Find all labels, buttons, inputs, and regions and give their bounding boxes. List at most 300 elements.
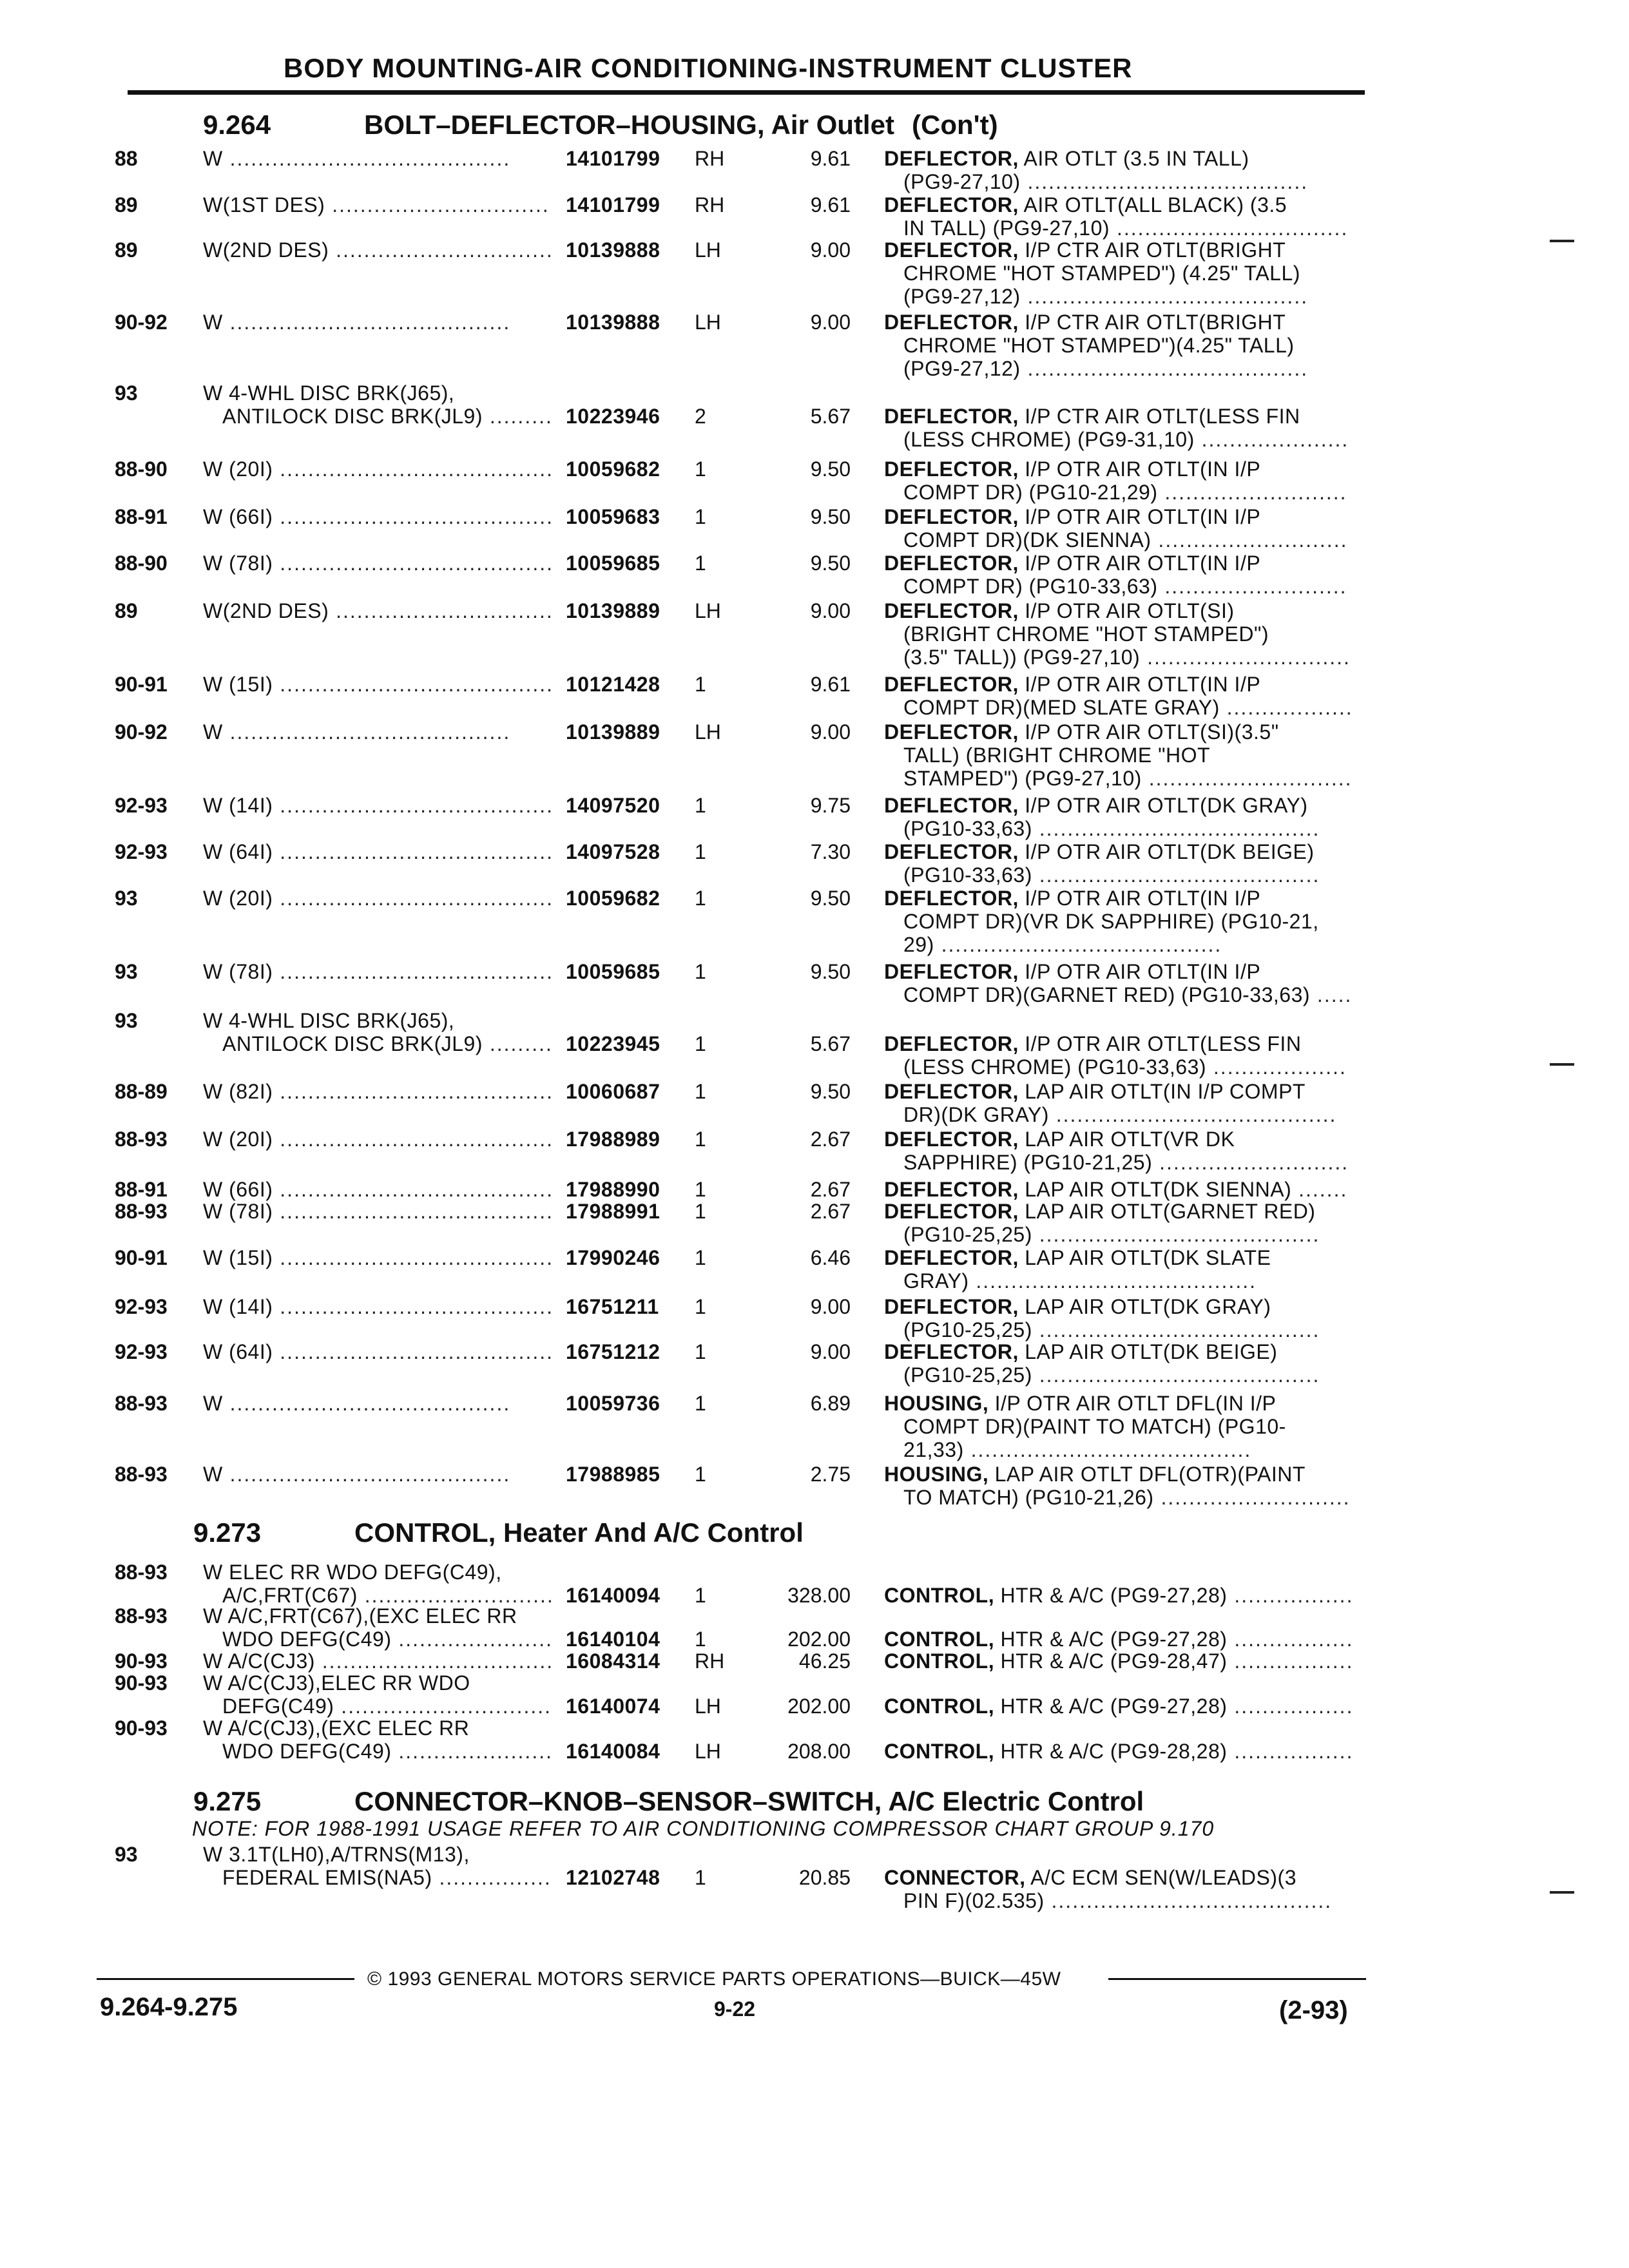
- description-line: [903, 334, 1295, 357]
- part-number: 10223946: [566, 405, 660, 428]
- usage-text: W (20I): [203, 1128, 273, 1151]
- part-number: 10223945: [566, 1032, 660, 1055]
- description-keyword: DEFLECTOR,: [884, 1246, 1019, 1269]
- description-line: [903, 575, 1347, 598]
- part-number: 14101799: [566, 193, 660, 216]
- quantity: RH: [695, 193, 725, 216]
- description-keyword: CONNECTOR,: [884, 1866, 1026, 1889]
- description-line: [903, 1103, 1336, 1126]
- model-year: 88-93: [115, 1128, 168, 1151]
- description-text: COMPT DR)(GARNET RED) (PG10-33,63): [903, 983, 1311, 1006]
- dot-leader: ........................................: [222, 1463, 511, 1486]
- part-number: 17988989: [566, 1128, 660, 1151]
- description-text: LAP AIR OTLT(DK SLATE: [1025, 1246, 1271, 1269]
- dot-leader: ........................................: [963, 1438, 1252, 1461]
- usage-text: W(2ND DES): [203, 238, 329, 262]
- dot-leader: ...............................: [329, 238, 554, 262]
- description-text: AIR OTLT(ALL BLACK) (3.5: [1023, 193, 1287, 216]
- usage-line: [203, 1649, 554, 1673]
- description-text: PIN F)(02.535): [903, 1889, 1045, 1912]
- price: 9.00: [810, 1295, 851, 1318]
- part-number: 17988990: [566, 1178, 660, 1201]
- dot-leader: ...................: [1206, 1055, 1347, 1079]
- dot-leader: .................: [1227, 1584, 1354, 1607]
- section-number: 9.273: [193, 1517, 262, 1548]
- dot-leader: ........................................: [222, 147, 511, 170]
- description-text: I/P OTR AIR OTLT(IN I/P: [1025, 673, 1261, 696]
- dot-leader: ..........................: [1157, 481, 1347, 504]
- dot-leader: .......................................: [273, 1178, 554, 1201]
- part-number: 14101799: [566, 147, 660, 170]
- usage-line: [203, 1604, 517, 1628]
- usage-text: FEDERAL EMIS(NA5): [222, 1866, 432, 1889]
- dot-leader: .......: [1291, 1178, 1348, 1201]
- quantity: RH: [695, 147, 725, 170]
- model-year: 90-91: [115, 1246, 168, 1269]
- description-line: [903, 910, 1319, 933]
- description-text: A/C ECM SEN(W/LEADS)(3: [1030, 1866, 1296, 1889]
- quantity: LH: [695, 238, 721, 262]
- dot-leader: .......................................: [273, 960, 554, 983]
- usage-text: A/C,FRT(C67): [222, 1584, 358, 1607]
- margin-tick: [1550, 240, 1574, 242]
- description-line: [884, 1032, 1301, 1055]
- description-line: [903, 1363, 1320, 1387]
- model-year: 90-92: [115, 311, 168, 334]
- usage-text: W: [203, 1463, 223, 1486]
- part-number: 10059682: [566, 887, 660, 910]
- description-text: I/P OTR AIR OTLT(IN I/P: [1025, 457, 1261, 481]
- usage-line: [203, 1463, 510, 1486]
- model-year: 90-91: [115, 673, 168, 696]
- quantity: 2: [695, 405, 706, 428]
- dot-leader: ........................................: [222, 311, 511, 334]
- part-number: 10121428: [566, 673, 660, 696]
- description-text: LAP AIR OTLT(DK SIENNA): [1025, 1178, 1292, 1201]
- usage-line: [203, 1392, 510, 1415]
- description-text: STAMPED") (PG9-27,10): [903, 767, 1142, 790]
- price: 9.50: [810, 960, 851, 983]
- description-text: 29): [903, 933, 934, 956]
- description-keyword: DEFLECTOR,: [884, 457, 1019, 481]
- price: 2.75: [810, 1463, 851, 1486]
- part-number: 14097528: [566, 840, 660, 863]
- part-number: 10059682: [566, 457, 660, 481]
- part-number: 10059736: [566, 1392, 660, 1415]
- description-line: [903, 767, 1353, 790]
- usage-text: W ELEC RR WDO DEFG(C49),: [203, 1561, 502, 1584]
- quantity: LH: [695, 720, 721, 744]
- usage-text: W (78I): [203, 552, 273, 575]
- description-line: [903, 1486, 1351, 1509]
- model-year: 90-92: [115, 720, 168, 744]
- description-text: HTR & A/C (PG9-27,28): [1000, 1628, 1228, 1651]
- model-year: 92-93: [115, 1340, 168, 1363]
- description-line: [884, 1295, 1271, 1318]
- model-year: 88-91: [115, 1178, 168, 1201]
- usage-line: [203, 193, 550, 216]
- usage-text: W (15I): [203, 1246, 273, 1269]
- dot-leader: ...............................: [329, 599, 554, 622]
- description-line: [903, 216, 1348, 240]
- dot-leader: .......................................: [273, 887, 554, 910]
- description-keyword: DEFLECTOR,: [884, 1128, 1019, 1151]
- dot-leader: ......................: [391, 1628, 553, 1651]
- description-line: [884, 1649, 1353, 1673]
- description-line: [884, 457, 1260, 481]
- description-line: [884, 887, 1260, 910]
- usage-text: W (14I): [203, 794, 273, 817]
- dot-leader: .................: [1227, 1740, 1354, 1763]
- description-line: [884, 1628, 1353, 1651]
- description-text: I/P OTR AIR OTLT(SI): [1025, 599, 1235, 622]
- description-line: [903, 863, 1320, 887]
- price: 9.50: [810, 1080, 851, 1103]
- usage-text: W(2ND DES): [203, 599, 329, 622]
- description-line: [903, 528, 1347, 552]
- dot-leader: ...........................: [1151, 528, 1348, 552]
- section-number: 9.275: [193, 1786, 262, 1816]
- description-text: CHROME "HOT STAMPED")(4.25" TALL): [903, 334, 1295, 357]
- description-keyword: CONTROL,: [884, 1695, 995, 1718]
- usage-text: W A/C(CJ3),ELEC RR WDO: [203, 1671, 470, 1695]
- price: 9.00: [810, 720, 851, 744]
- description-text: (PG10-25,25): [903, 1223, 1032, 1246]
- dot-leader: .......................................: [273, 1295, 554, 1318]
- description-text: I/P OTR AIR OTLT(IN I/P: [1025, 960, 1261, 983]
- quantity: LH: [695, 599, 721, 622]
- dot-leader: .....................: [1194, 428, 1349, 451]
- price: 7.30: [810, 840, 851, 863]
- quantity: 1: [695, 1463, 706, 1486]
- footer-rule-right: [1108, 1978, 1366, 1980]
- usage-line: [203, 1671, 470, 1695]
- usage-line: [222, 405, 553, 428]
- description-keyword: DEFLECTOR,: [884, 1200, 1019, 1223]
- dot-leader: ...............................: [325, 193, 550, 216]
- usage-text: W (66I): [203, 505, 273, 528]
- price: 9.50: [810, 887, 851, 910]
- dot-leader: ........................................: [1020, 285, 1309, 308]
- revision-date: (2-93): [1279, 1996, 1348, 2024]
- price: 46.25: [798, 1649, 851, 1673]
- quantity: 1: [695, 1178, 706, 1201]
- quantity: RH: [695, 1649, 725, 1673]
- dot-leader: .................: [1227, 1628, 1354, 1651]
- price: 5.67: [810, 1032, 851, 1055]
- dot-leader: .................: [1227, 1695, 1354, 1718]
- price: 9.00: [810, 311, 851, 334]
- description-text: DR)(DK GRAY): [903, 1103, 1049, 1126]
- usage-line: [222, 1866, 552, 1889]
- dot-leader: ...........................: [1153, 1486, 1351, 1509]
- description-line: [903, 622, 1269, 646]
- dot-leader: ........................................: [222, 720, 511, 744]
- quantity: 1: [695, 457, 706, 481]
- description-text: GRAY): [903, 1269, 969, 1293]
- part-number: 17988985: [566, 1463, 660, 1486]
- description-line: [884, 1584, 1353, 1607]
- usage-text: W 3.1T(LH0),A/TRNS(M13),: [203, 1843, 470, 1866]
- description-line: [884, 1695, 1353, 1718]
- usage-line: [203, 457, 554, 481]
- usage-line: [203, 1009, 454, 1032]
- dot-leader: ........................................: [222, 1392, 511, 1415]
- description-keyword: DEFLECTOR,: [884, 599, 1019, 622]
- quantity: 1: [695, 673, 706, 696]
- price: 6.89: [810, 1392, 851, 1415]
- description-text: LAP AIR OTLT(DK BEIGE): [1025, 1340, 1278, 1363]
- quantity: 1: [695, 505, 706, 528]
- part-number: 14097520: [566, 794, 660, 817]
- margin-tick: [1550, 1063, 1574, 1066]
- description-text: LAP AIR OTLT(VR DK: [1025, 1128, 1235, 1151]
- description-line: [884, 238, 1286, 262]
- description-line: [884, 1128, 1235, 1151]
- page-range: 9.264-9.275: [100, 1993, 238, 2021]
- dot-leader: ........................................: [934, 933, 1222, 956]
- usage-line: [203, 1561, 502, 1584]
- price: 6.46: [810, 1246, 851, 1269]
- quantity: 1: [695, 887, 706, 910]
- description-text: (3.5" TALL)) (PG9-27,10): [903, 646, 1141, 669]
- part-number: 10139888: [566, 238, 660, 262]
- dot-leader: .........: [482, 1032, 553, 1055]
- description-text: COMPT DR)(PAINT TO MATCH) (PG10-: [903, 1415, 1286, 1438]
- description-line: [903, 262, 1300, 285]
- usage-text: W (64I): [203, 840, 273, 863]
- usage-text: W A/C,FRT(C67),(EXC ELEC RR: [203, 1604, 517, 1628]
- description-text: (PG10-33,63): [903, 863, 1032, 887]
- part-number: 10059685: [566, 552, 660, 575]
- copyright-line: © 1993 GENERAL MOTORS SERVICE PARTS OPERATIONS—BUICK—45W: [367, 1968, 1061, 1990]
- description-line: [884, 1200, 1315, 1223]
- description-keyword: DEFLECTOR,: [884, 552, 1019, 575]
- description-line: [903, 817, 1320, 840]
- dot-leader: .................: [1227, 1649, 1354, 1673]
- part-number: 10139889: [566, 720, 660, 744]
- dot-leader: ........................................: [1032, 1318, 1320, 1341]
- description-line: [884, 720, 1279, 744]
- usage-text: W (20I): [203, 457, 273, 481]
- usage-line: [203, 552, 554, 575]
- dot-leader: .................................: [1110, 216, 1349, 240]
- usage-line: [203, 673, 554, 696]
- section-title: CONNECTOR–KNOB–SENSOR–SWITCH, A/C Electric Control: [354, 1786, 1144, 1816]
- usage-line: [203, 1340, 554, 1363]
- model-year: 93: [115, 381, 138, 405]
- usage-line: [203, 1295, 554, 1318]
- usage-text: W 4-WHL DISC BRK(J65),: [203, 381, 455, 405]
- dot-leader: .......................................: [273, 1080, 554, 1103]
- description-text: LAP AIR OTLT(DK GRAY): [1025, 1295, 1271, 1318]
- usage-line: [222, 1584, 554, 1607]
- dot-leader: .......................................: [273, 794, 554, 817]
- dot-leader: ................: [432, 1866, 552, 1889]
- description-line: [884, 673, 1260, 696]
- description-text: SAPPHIRE) (PG10-21,25): [903, 1151, 1153, 1174]
- price: 9.50: [810, 457, 851, 481]
- section-number: 9.264: [203, 110, 271, 140]
- description-keyword: DEFLECTOR,: [884, 1340, 1019, 1363]
- quantity: 1: [695, 1628, 706, 1651]
- quantity: 1: [695, 1032, 706, 1055]
- part-number: 10060687: [566, 1080, 660, 1103]
- usage-line: [203, 1716, 469, 1740]
- description-text: IN TALL) (PG9-27,10): [903, 216, 1110, 240]
- dot-leader: ........................................: [1032, 863, 1320, 887]
- usage-text: W A/C(CJ3),(EXC ELEC RR: [203, 1716, 470, 1740]
- price: 9.00: [810, 599, 851, 622]
- dot-leader: .....: [1310, 983, 1353, 1006]
- description-text: COMPT DR)(VR DK SAPPHIRE) (PG10-21,: [903, 910, 1319, 933]
- description-text: TALL) (BRIGHT CHROME "HOT: [903, 744, 1211, 767]
- usage-line: [203, 1128, 554, 1151]
- dot-leader: .................................: [314, 1649, 554, 1673]
- usage-text: W (78I): [203, 1200, 273, 1223]
- part-number: 16140104: [566, 1628, 660, 1651]
- dot-leader: ........................................: [1032, 817, 1320, 840]
- dot-leader: .......................................: [273, 673, 554, 696]
- description-keyword: DEFLECTOR,: [884, 1080, 1019, 1103]
- description-line: [884, 505, 1260, 528]
- price: 9.00: [810, 1340, 851, 1363]
- dot-leader: .............................: [1141, 767, 1353, 790]
- usage-text: DEFG(C49): [222, 1695, 334, 1718]
- description-text: LAP AIR OTLT(IN I/P COMPT: [1025, 1080, 1306, 1103]
- part-number: 10139889: [566, 599, 660, 622]
- description-text: COMPT DR) (PG10-21,29): [903, 481, 1158, 504]
- description-line: [884, 1740, 1353, 1763]
- usage-text: W (15I): [203, 673, 273, 696]
- description-line: [884, 1080, 1306, 1103]
- description-line: [903, 1223, 1320, 1246]
- usage-note: NOTE: FOR 1988-1991 USAGE REFER TO AIR CONDITIONING COMPRESSOR CHART GROUP 9.170: [192, 1817, 1215, 1840]
- description-keyword: CONTROL,: [884, 1584, 995, 1607]
- description-line: [884, 405, 1300, 428]
- quantity: 1: [695, 1584, 706, 1607]
- model-year: 88-93: [115, 1604, 168, 1628]
- price: 2.67: [810, 1200, 851, 1223]
- part-number: 17988991: [566, 1200, 660, 1223]
- description-keyword: DEFLECTOR,: [884, 405, 1019, 428]
- description-keyword: DEFLECTOR,: [884, 193, 1019, 216]
- description-line: [884, 1178, 1347, 1201]
- description-line: [884, 840, 1314, 863]
- description-text: HTR & A/C (PG9-28,47): [1000, 1649, 1228, 1673]
- part-number: 16084314: [566, 1649, 660, 1673]
- dot-leader: ........................................: [1020, 170, 1309, 193]
- description-line: [903, 933, 1222, 956]
- description-line: [903, 1151, 1349, 1174]
- dot-leader: .......................................: [273, 505, 554, 528]
- description-line: [903, 983, 1352, 1006]
- description-line: [903, 1318, 1320, 1341]
- description-keyword: DEFLECTOR,: [884, 1295, 1019, 1318]
- model-year: 93: [115, 1843, 138, 1866]
- dot-leader: ........................................: [1032, 1363, 1320, 1387]
- model-year: 88-93: [115, 1463, 168, 1486]
- description-text: I/P OTR AIR OTLT DFL(IN I/P: [994, 1392, 1277, 1415]
- description-line: [884, 552, 1260, 575]
- description-keyword: DEFLECTOR,: [884, 840, 1019, 863]
- page-number: 9-22: [714, 1997, 756, 2021]
- description-keyword: DEFLECTOR,: [884, 887, 1019, 910]
- quantity: 1: [695, 1200, 706, 1223]
- dot-leader: ........................................: [1044, 1889, 1333, 1912]
- description-line: [884, 599, 1235, 622]
- price: 2.67: [810, 1178, 851, 1201]
- usage-text: W A/C(CJ3): [203, 1649, 315, 1673]
- description-text: 21,33): [903, 1438, 964, 1461]
- description-text: (BRIGHT CHROME "HOT STAMPED"): [903, 622, 1269, 646]
- description-text: I/P OTR AIR OTLT(DK GRAY): [1025, 794, 1308, 817]
- description-keyword: DEFLECTOR,: [884, 1032, 1019, 1055]
- description-text: HTR & A/C (PG9-28,28): [1000, 1740, 1228, 1763]
- model-year: 88-93: [115, 1392, 168, 1415]
- dot-leader: ..............................: [334, 1695, 552, 1718]
- description-line: [884, 311, 1286, 334]
- dot-leader: .......................................: [273, 552, 554, 575]
- part-number: 16140074: [566, 1695, 660, 1718]
- part-number: 16751212: [566, 1340, 660, 1363]
- dot-leader: .......................................: [273, 1246, 554, 1269]
- description-text: (PG10-33,63): [903, 817, 1032, 840]
- model-year: 92-93: [115, 794, 168, 817]
- description-text: (PG10-25,25): [903, 1318, 1032, 1341]
- description-line: [903, 285, 1308, 308]
- quantity: LH: [695, 1740, 721, 1763]
- description-line: [903, 1889, 1332, 1912]
- description-line: [884, 1246, 1271, 1269]
- usage-line: [203, 599, 554, 622]
- description-text: I/P OTR AIR OTLT(IN I/P: [1025, 887, 1261, 910]
- description-text: I/P OTR AIR OTLT(IN I/P: [1025, 505, 1261, 528]
- usage-text: W (14I): [203, 1295, 273, 1318]
- usage-text: WDO DEFG(C49): [222, 1628, 392, 1651]
- quantity: 1: [695, 1128, 706, 1151]
- description-line: [884, 193, 1287, 216]
- description-line: [903, 1415, 1286, 1438]
- description-text: I/P OTR AIR OTLT(LESS FIN: [1025, 1032, 1302, 1055]
- usage-text: W (20I): [203, 887, 273, 910]
- usage-text: W: [203, 147, 223, 170]
- price: 9.50: [810, 552, 851, 575]
- description-keyword: DEFLECTOR,: [884, 1178, 1019, 1201]
- description-keyword: DEFLECTOR,: [884, 673, 1019, 696]
- description-text: I/P OTR AIR OTLT(DK BEIGE): [1025, 840, 1315, 863]
- model-year: 90-93: [115, 1716, 168, 1740]
- price: 9.50: [810, 505, 851, 528]
- model-year: 90-93: [115, 1671, 168, 1695]
- usage-line: [203, 1246, 554, 1269]
- model-year: 90-93: [115, 1649, 168, 1673]
- description-text: I/P CTR AIR OTLT(BRIGHT: [1025, 311, 1286, 334]
- description-text: COMPT DR)(MED SLATE GRAY): [903, 696, 1220, 719]
- dot-leader: .............................: [1140, 646, 1351, 669]
- usage-line: [203, 1200, 554, 1223]
- price: 202.00: [787, 1628, 851, 1651]
- description-line: [884, 960, 1260, 983]
- dot-leader: .......................................: [273, 840, 554, 863]
- description-line: [903, 1269, 1257, 1293]
- dot-leader: ...........................: [1152, 1151, 1349, 1174]
- description-text: I/P CTR AIR OTLT(BRIGHT: [1025, 238, 1286, 262]
- description-keyword: DEFLECTOR,: [884, 720, 1019, 744]
- margin-tick: [1550, 1891, 1574, 1894]
- usage-line: [222, 1695, 552, 1718]
- part-number: 10059685: [566, 960, 660, 983]
